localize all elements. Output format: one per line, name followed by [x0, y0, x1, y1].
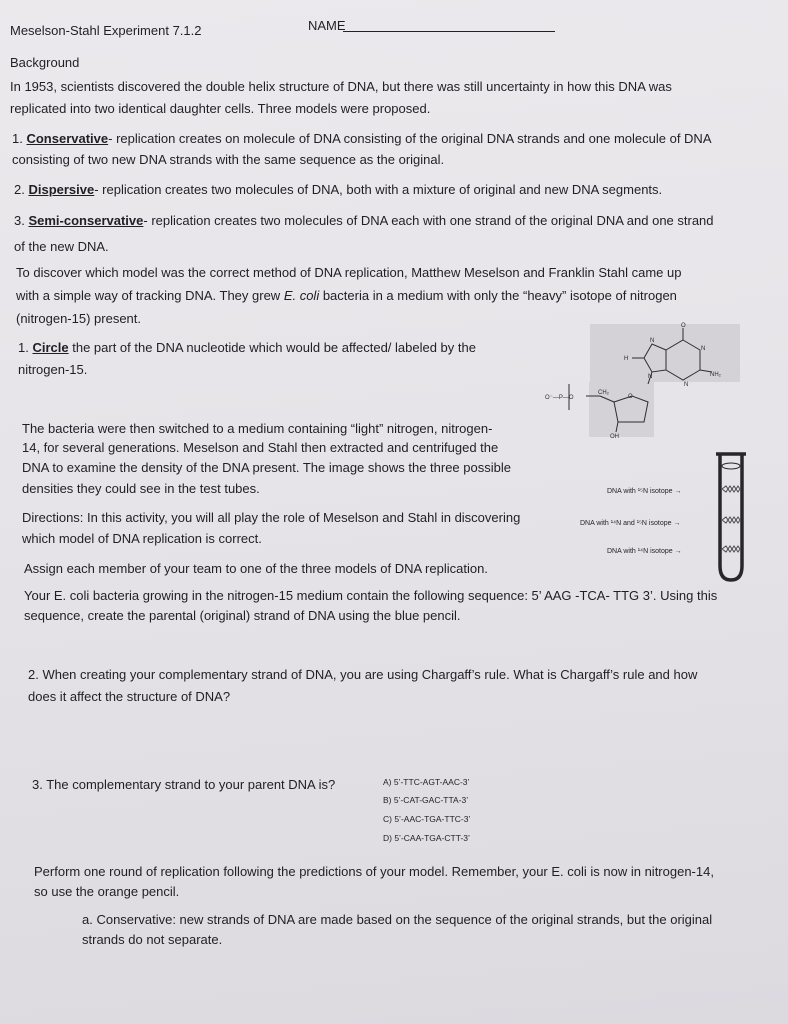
purine-five-ring: [644, 344, 666, 372]
switch-line2: 14, for several generations. Meselson and Stahl then extracted and centrifuged the: [22, 440, 499, 455]
question2-line1: 2. When creating your complementary strand of DNA, you are using Chargaff’s rule. What is Chargaff’s rule and how: [28, 667, 698, 682]
sequence-line1: Your E. coli bacteria growing in the nitrogen-15 medium contain the following sequence: 5’ AAG -TCA- TTG 3’. Using this: [24, 588, 718, 603]
base-nitrogen-4: N: [648, 374, 653, 380]
tube-meniscus: [722, 463, 740, 469]
phosphate-group: O⁻—P—O: [545, 395, 574, 401]
model-description: - replication creates on molecule of DNA consisting of the original DNA strands and one molecule of DNA: [108, 131, 712, 146]
discover-line1: To discover which model was the correct method of DNA replication, Matthew Meselson and Franklin Stahl came up: [16, 265, 682, 280]
background-intro-line1: In 1953, scientists discovered the double helix structure of DNA, but there was still uncertainty in how this DNA was: [10, 79, 672, 94]
band-hybrid: [722, 517, 740, 523]
question1-line2: nitrogen-15.: [18, 362, 88, 377]
model-term-conservative: Conservative: [26, 131, 109, 146]
band-light: [722, 546, 740, 552]
test-tube-outline: [716, 454, 746, 580]
base-nitrogen-3: N: [650, 338, 655, 344]
choice-c[interactable]: C) 5’-AAC-TGA-TTC-3’: [383, 814, 471, 824]
name-label: NAME: [308, 18, 346, 33]
model-description: - replication creates two molecules of DNA, both with a mixture of original and new DNA segments.: [94, 182, 663, 197]
directions-line1: Directions: In this activity, you will all play the role of Meselson and Stahl in discovering: [22, 510, 521, 525]
choice-a[interactable]: A) 5’-TTC-AGT-AAC-3’: [383, 777, 470, 787]
replication-line2: so use the orange pencil.: [34, 884, 180, 899]
conservative-note-line2: strands do not separate.: [82, 932, 223, 947]
discover-ecoli-italic: E. coli: [283, 288, 320, 303]
discover-line2-post: bacteria in a medium with only the “heavy” isotope of nitrogen: [319, 288, 677, 303]
tube-label-heavy: DNA with ¹⁵N isotope →: [607, 488, 682, 495]
background-intro-line2: replicated into two identical daughter cells. Three models were proposed.: [10, 101, 431, 116]
tube-label-light: DNA with ¹⁴N isotope →: [607, 548, 682, 555]
question1-number: 1.: [18, 340, 29, 355]
model-number: 2.: [14, 182, 25, 197]
base-hydrogen: H: [624, 356, 629, 362]
band-heavy: [722, 486, 740, 492]
assign-instruction: Assign each member of your team to one of the three models of DNA replication.: [24, 561, 488, 576]
sequence-line2: sequence, create the parental (original) strand of DNA using the blue pencil.: [24, 608, 461, 623]
base-nh2: NH₂: [710, 372, 721, 378]
base-nitrogen-1: N: [701, 346, 706, 352]
sugar-ch2: CH₂: [598, 390, 609, 396]
choice-d[interactable]: D) 5’-CAA-TGA-CTT-3’: [383, 833, 470, 843]
model-conservative-line2: consisting of two new DNA strands with the same sequence as the original.: [12, 152, 445, 167]
tube-label-hybrid: DNA with ¹⁴N and ¹⁵N isotope →: [580, 520, 681, 527]
model-semi-conservative: [14, 210, 714, 231]
sugar-oxygen: O: [628, 394, 633, 400]
model-number: 3.: [14, 213, 25, 228]
base-nitrogen-2: N: [684, 382, 689, 388]
question1-line1: the part of the DNA nucleotide which would be affected/ labeled by the: [68, 340, 476, 355]
replication-line1: Perform one round of replication following the predictions of your model. Remember, your E. coli is now in nitrogen-14,: [34, 864, 714, 879]
discover-line2: [16, 285, 677, 306]
question1-term-circle: Circle: [32, 340, 69, 355]
switch-line4: densities they could see in the test tubes.: [22, 481, 260, 496]
model-conservative: [12, 128, 712, 149]
oh-bond: [616, 422, 618, 432]
model-semi-conservative-line2: of the new DNA.: [14, 239, 109, 254]
discover-line2-pre: with a simple way of tracking DNA. They grew: [16, 288, 284, 303]
background-heading: Background: [10, 55, 80, 70]
model-description: - replication creates two molecules of DNA each with one strand of the original DNA and one strand: [143, 213, 714, 228]
model-number: 1.: [12, 131, 23, 146]
model-term-dispersive: Dispersive: [28, 182, 95, 197]
choice-b[interactable]: B) 5’-CAT-GAC-TTA-3’: [383, 795, 469, 805]
nucleotide-diagram[interactable]: [540, 318, 760, 444]
discover-line3: (nitrogen-15) present.: [16, 311, 142, 326]
question1: [18, 337, 476, 358]
switch-line1: The bacteria were then switched to a medium containing “light” nitrogen, nitrogen-: [22, 421, 493, 436]
name-blank-line[interactable]: [343, 31, 555, 32]
model-dispersive: [14, 179, 662, 200]
directions-line2: which model of DNA replication is correct.: [22, 531, 262, 546]
question2-line2: does it affect the structure of DNA?: [28, 689, 231, 704]
ch2-bond: [600, 396, 614, 402]
switch-line3: DNA to examine the density of the DNA present. The image shows the three possible: [22, 460, 511, 475]
worksheet-title: Meselson-Stahl Experiment 7.1.2: [10, 23, 202, 38]
model-term-semi-conservative: Semi-conservative: [28, 213, 144, 228]
purine-six-ring: [666, 340, 700, 380]
sugar-oh: OH: [610, 434, 619, 440]
question3-prompt: 3. The complementary strand to your parent DNA is?: [32, 777, 336, 792]
conservative-note-line1: a. Conservative: new strands of DNA are made based on the sequence of the original strands, but the original: [82, 912, 713, 927]
base-oxygen: O: [681, 323, 686, 329]
test-tube: [708, 448, 754, 586]
